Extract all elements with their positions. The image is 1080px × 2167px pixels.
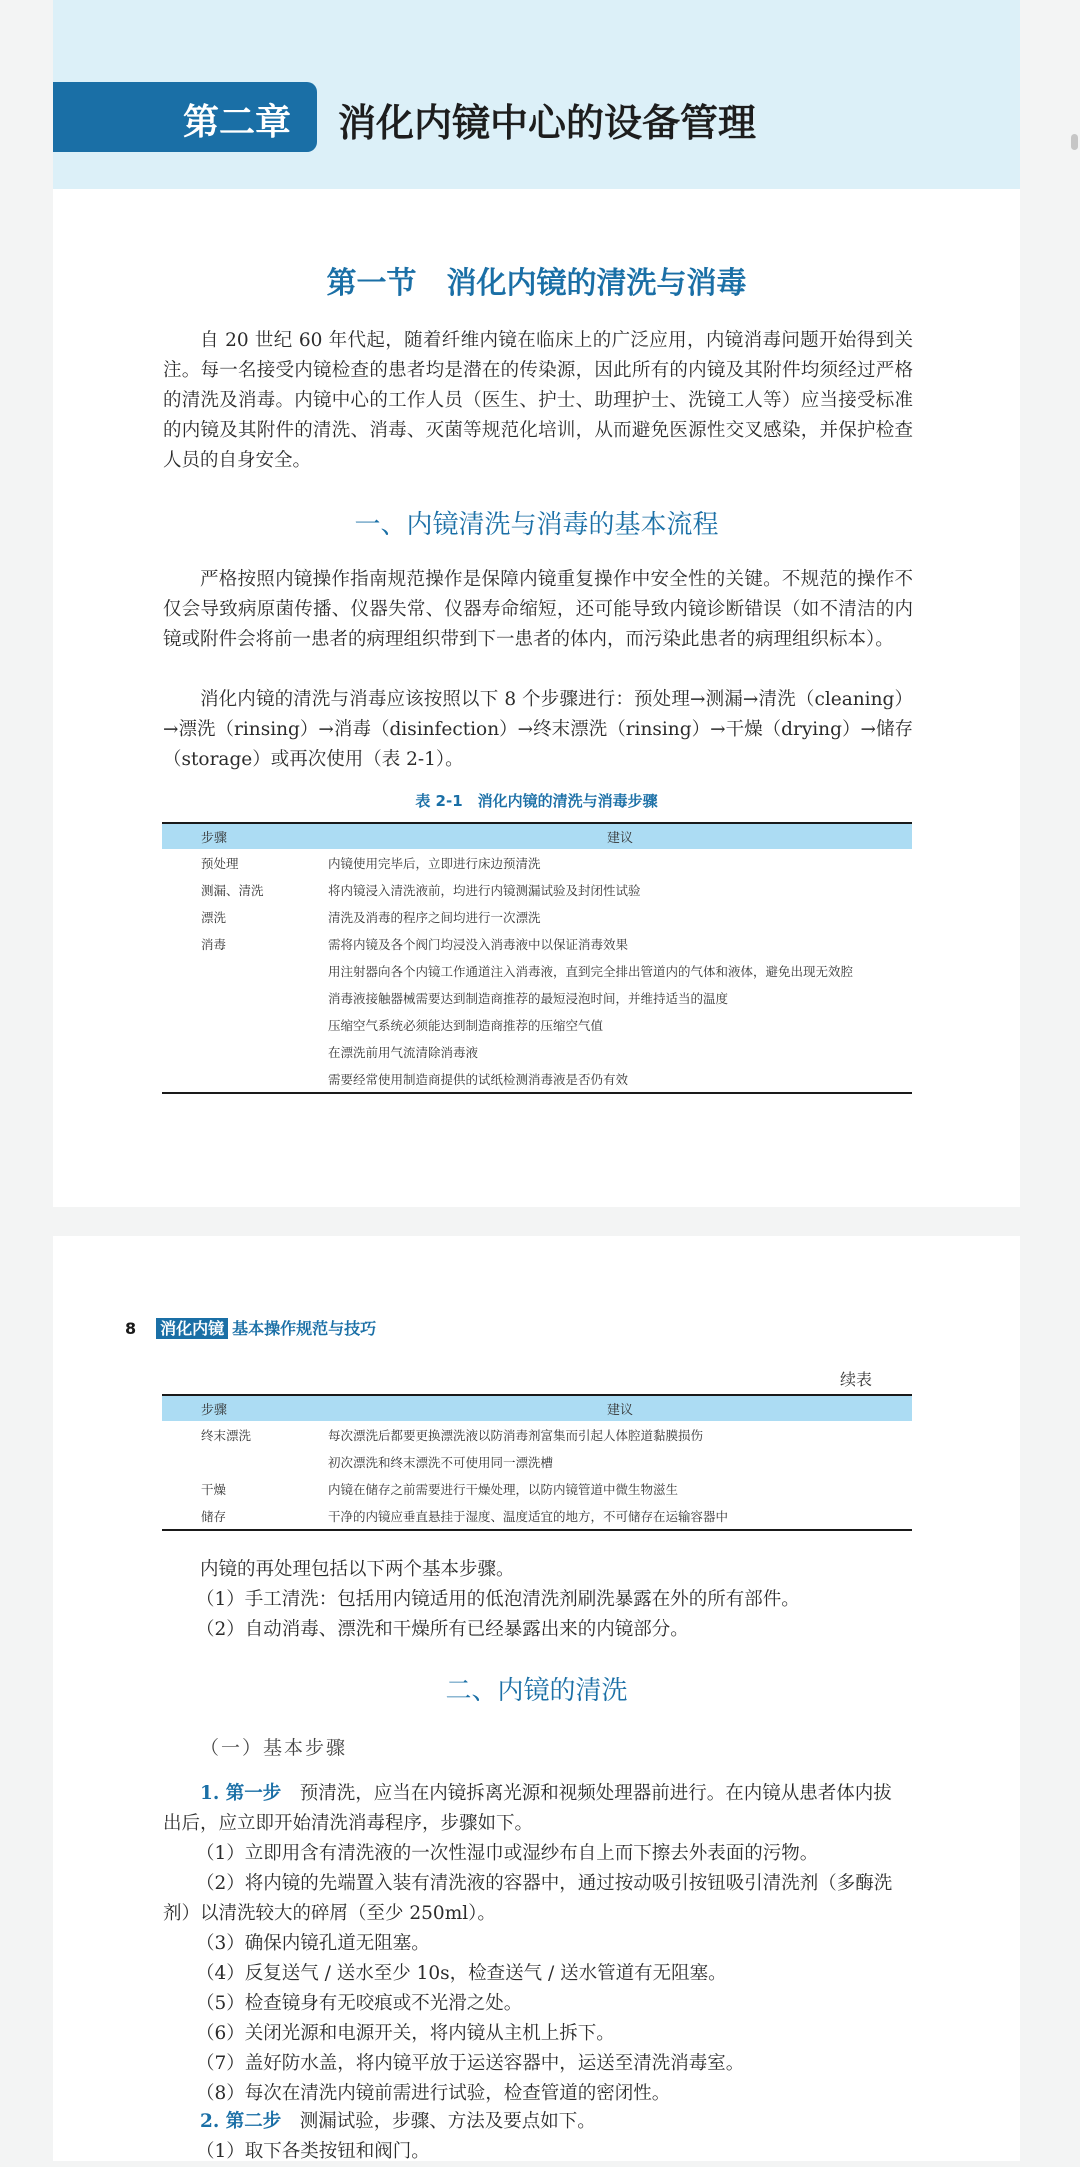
step1-item: （2）将内镜的先端置入装有清洗液的容器中，通过按动吸引按钮吸引清洗剂（多酶洗 bbox=[196, 1873, 893, 1894]
reprocess-line: （2）自动消毒、漂洗和干燥所有已经暴露出来的内镜部分。 bbox=[196, 1619, 689, 1640]
intro-line: 格的清洗及消毒。内镜中心的工作人员（医生、护士、助理护士、洗镜工人等）应当接受 bbox=[163, 360, 913, 411]
reprocess-line: 内镜的再处理包括以下两个基本步骤。 bbox=[200, 1559, 515, 1580]
paragraph-line: （storage）或再次使用（表 2-1）。 bbox=[163, 749, 464, 770]
intro-line: 自 20 世纪 60 年代起，随着纤维内镜在临床上的广泛应用，内镜消毒问题开始得到关 bbox=[200, 330, 913, 351]
continued-label: 续表 bbox=[840, 1370, 873, 1389]
advice-cell: 清洗及消毒的程序之间均进行一次漂洗 bbox=[328, 909, 541, 925]
basic-steps-heading: （一）基本步骤 bbox=[200, 1737, 348, 1759]
scrollbar-thumb[interactable] bbox=[1071, 134, 1078, 150]
table-caption: 表 2-1 消化内镜的清洗与消毒步骤 bbox=[415, 792, 658, 810]
document-page-1 bbox=[53, 0, 1020, 1207]
paragraph-line: →漂洗（rinsing）→消毒（disinfection）→终末漂洗（rinsing）→干燥（drying）→储存 bbox=[163, 719, 913, 740]
paragraph-line: 清洁的内镜或附件会将前一患者的病理组织带到下一患者的体内，而污染此患者的病理 bbox=[163, 599, 913, 650]
table-row bbox=[162, 957, 912, 984]
advice-cell: 内镜使用完毕后，立即进行床边预清洗 bbox=[328, 855, 541, 871]
step-cell: 测漏、清洗 bbox=[201, 882, 264, 898]
table-row bbox=[162, 930, 912, 957]
running-head bbox=[125, 1316, 376, 1339]
step1-item: （1）立即用含有清洗液的一次性湿巾或湿纱布自上而下擦去外表面的污物。 bbox=[196, 1843, 819, 1864]
table-header-advice: 建议 bbox=[328, 823, 912, 849]
step-cell bbox=[162, 1065, 328, 1093]
step2-item: （1）取下各类按钮和阀门。 bbox=[196, 2141, 430, 2162]
step-cell bbox=[162, 1448, 328, 1475]
step-cell: 储存 bbox=[162, 1502, 328, 1530]
subsection-title: 一、内镜清洗与消毒的基本流程 bbox=[354, 510, 719, 540]
page-number: 8 bbox=[125, 1319, 137, 1338]
step1-label: 1. 第一步 bbox=[200, 1783, 282, 1804]
paragraph-steps bbox=[163, 685, 913, 775]
book-title-badge: 消化内镜 bbox=[156, 1318, 228, 1339]
advice-cell: 内镜在储存之前需要进行干燥处理，以防内镜管道中微生物滋生 bbox=[328, 1481, 679, 1497]
step-cell: 消毒 bbox=[201, 936, 227, 952]
step-cell bbox=[162, 1038, 328, 1065]
table-row bbox=[162, 1475, 912, 1502]
advice-cell: 需将内镜及各个阀门均浸没入消毒液中以保证消毒效果 bbox=[328, 936, 629, 952]
step1-item: （7）盖好防水盖，将内镜平放于运送容器中，运送至清洗消毒室。 bbox=[196, 2053, 745, 2074]
table-row bbox=[162, 1065, 912, 1093]
advice-cell: 每次漂洗后都要更换漂洗液以防消毒剂富集而引起人体腔道黏膜损伤 bbox=[328, 1427, 704, 1443]
table-row bbox=[162, 1421, 912, 1448]
paragraph-guidelines bbox=[163, 565, 913, 655]
advice-cell: 将内镜浸入清洗液前，均进行内镜测漏试验及封闭性试验 bbox=[328, 882, 641, 898]
table-row bbox=[162, 984, 912, 1011]
paragraph-line: 严格按照内镜操作指南规范操作是保障内镜重复操作中安全性的关键。不规范的操 bbox=[200, 569, 876, 590]
advice-cell: 干净的内镜应垂直悬挂于湿度、温度适宜的地方，不可储存在运输容器中 bbox=[328, 1502, 912, 1530]
intro-line: 护检查人员的自身安全。 bbox=[163, 420, 913, 471]
step1-item: （8）每次在清洗内镜前需进行试验，检查管道的密闭性。 bbox=[196, 2083, 671, 2104]
subsection-title: 二、内镜的清洗 bbox=[445, 1676, 628, 1706]
section-title: 第一节 消化内镜的清洗与消毒 bbox=[326, 266, 747, 301]
reprocess-line: （1）手工清洗：包括用内镜适用的低泡清洗剂刷洗暴露在外的所有部件。 bbox=[196, 1589, 800, 1610]
step1-item: 剂）以清洗较大的碎屑（至少 250ml）。 bbox=[163, 1903, 496, 1924]
table-row bbox=[162, 1011, 912, 1038]
advice-cell: 初次漂洗和终末漂洗不可使用同一漂洗槽 bbox=[328, 1454, 554, 1470]
step1-line: 出后，应立即开始清洗消毒程序，步骤如下。 bbox=[163, 1813, 534, 1834]
advice-cell: 压缩空气系统必须能达到制造商推荐的压缩空气值 bbox=[328, 1017, 604, 1033]
step1-line bbox=[200, 1779, 892, 1809]
step2-text: 测漏试验，步骤、方法及要点如下。 bbox=[299, 2111, 596, 2132]
table-header-step: 步骤 bbox=[162, 1395, 328, 1421]
table-row bbox=[162, 903, 912, 930]
table-row bbox=[162, 1502, 912, 1530]
step-cell: 终末漂洗 bbox=[201, 1427, 252, 1443]
step1-item: （3）确保内镜孔道无阻塞。 bbox=[196, 1933, 430, 1954]
table-header-advice: 建议 bbox=[328, 1395, 912, 1421]
intro-line: 标准的内镜及其附件的清洗、消毒、灭菌等规范化培训，从而避免医源性交叉感染，并保 bbox=[163, 390, 913, 441]
step-cell bbox=[162, 984, 328, 1011]
paragraph-line: 作不仅会导致病原菌传播、仪器失常、仪器寿命缩短，还可能导致内镜诊断错误（如不 bbox=[163, 569, 913, 620]
step-cell: 干燥 bbox=[201, 1481, 227, 1497]
chapter-number: 第二章 bbox=[183, 102, 292, 143]
paragraph-line: 组织标本）。 bbox=[792, 629, 894, 650]
book-subtitle: 基本操作规范与技巧 bbox=[232, 1319, 377, 1338]
advice-cell: 用注射器向各个内镜工作通道注入消毒液，直到完全排出管道内的气体和液体，避免出现无效腔 bbox=[328, 963, 854, 979]
table-header-step: 步骤 bbox=[162, 823, 328, 849]
step1-item: （5）检查镜身有无咬痕或不光滑之处。 bbox=[196, 1993, 523, 2014]
cleaning-steps-table-continued bbox=[162, 1394, 912, 1531]
cleaning-steps-table bbox=[162, 822, 912, 1094]
intro-line: 注。每一名接受内镜检查的患者均是潜在的传染源，因此所有的内镜及其附件均须经过严 bbox=[163, 360, 895, 381]
step-cell: 预处理 bbox=[201, 855, 239, 871]
table-header-row bbox=[162, 823, 912, 849]
chapter-title: 消化内镜中心的设备管理 bbox=[338, 101, 757, 145]
step-cell bbox=[162, 957, 328, 984]
step2-line bbox=[200, 2107, 596, 2137]
step1-text: 预清洗，应当在内镜拆离光源和视频处理器前进行。在内镜从患者体内拔 bbox=[299, 1783, 892, 1804]
table-row bbox=[162, 1038, 912, 1065]
table-row bbox=[162, 876, 912, 903]
intro-paragraph bbox=[163, 326, 913, 476]
table-header-row bbox=[162, 1395, 912, 1421]
advice-cell: 需要经常使用制造商提供的试纸检测消毒液是否仍有效 bbox=[328, 1065, 912, 1093]
table-row bbox=[162, 849, 912, 876]
step1-item: （6）关闭光源和电源开关，将内镜从主机上拆下。 bbox=[196, 2023, 615, 2044]
table-row bbox=[162, 1448, 912, 1475]
step-cell: 漂洗 bbox=[201, 909, 227, 925]
paragraph-line: 消化内镜的清洗与消毒应该按照以下 8 个步骤进行：预处理→测漏→清洗（cleaning） bbox=[200, 689, 913, 710]
advice-cell: 在漂洗前用气流清除消毒液 bbox=[328, 1044, 479, 1060]
step2-label: 2. 第二步 bbox=[200, 2111, 282, 2132]
advice-cell: 消毒液接触器械需要达到制造商推荐的最短浸泡时间，并维持适当的温度 bbox=[328, 990, 729, 1006]
step1-item: （4）反复送气 / 送水至少 10s，检查送气 / 送水管道有无阻塞。 bbox=[196, 1963, 727, 1984]
step-cell bbox=[162, 1011, 328, 1038]
